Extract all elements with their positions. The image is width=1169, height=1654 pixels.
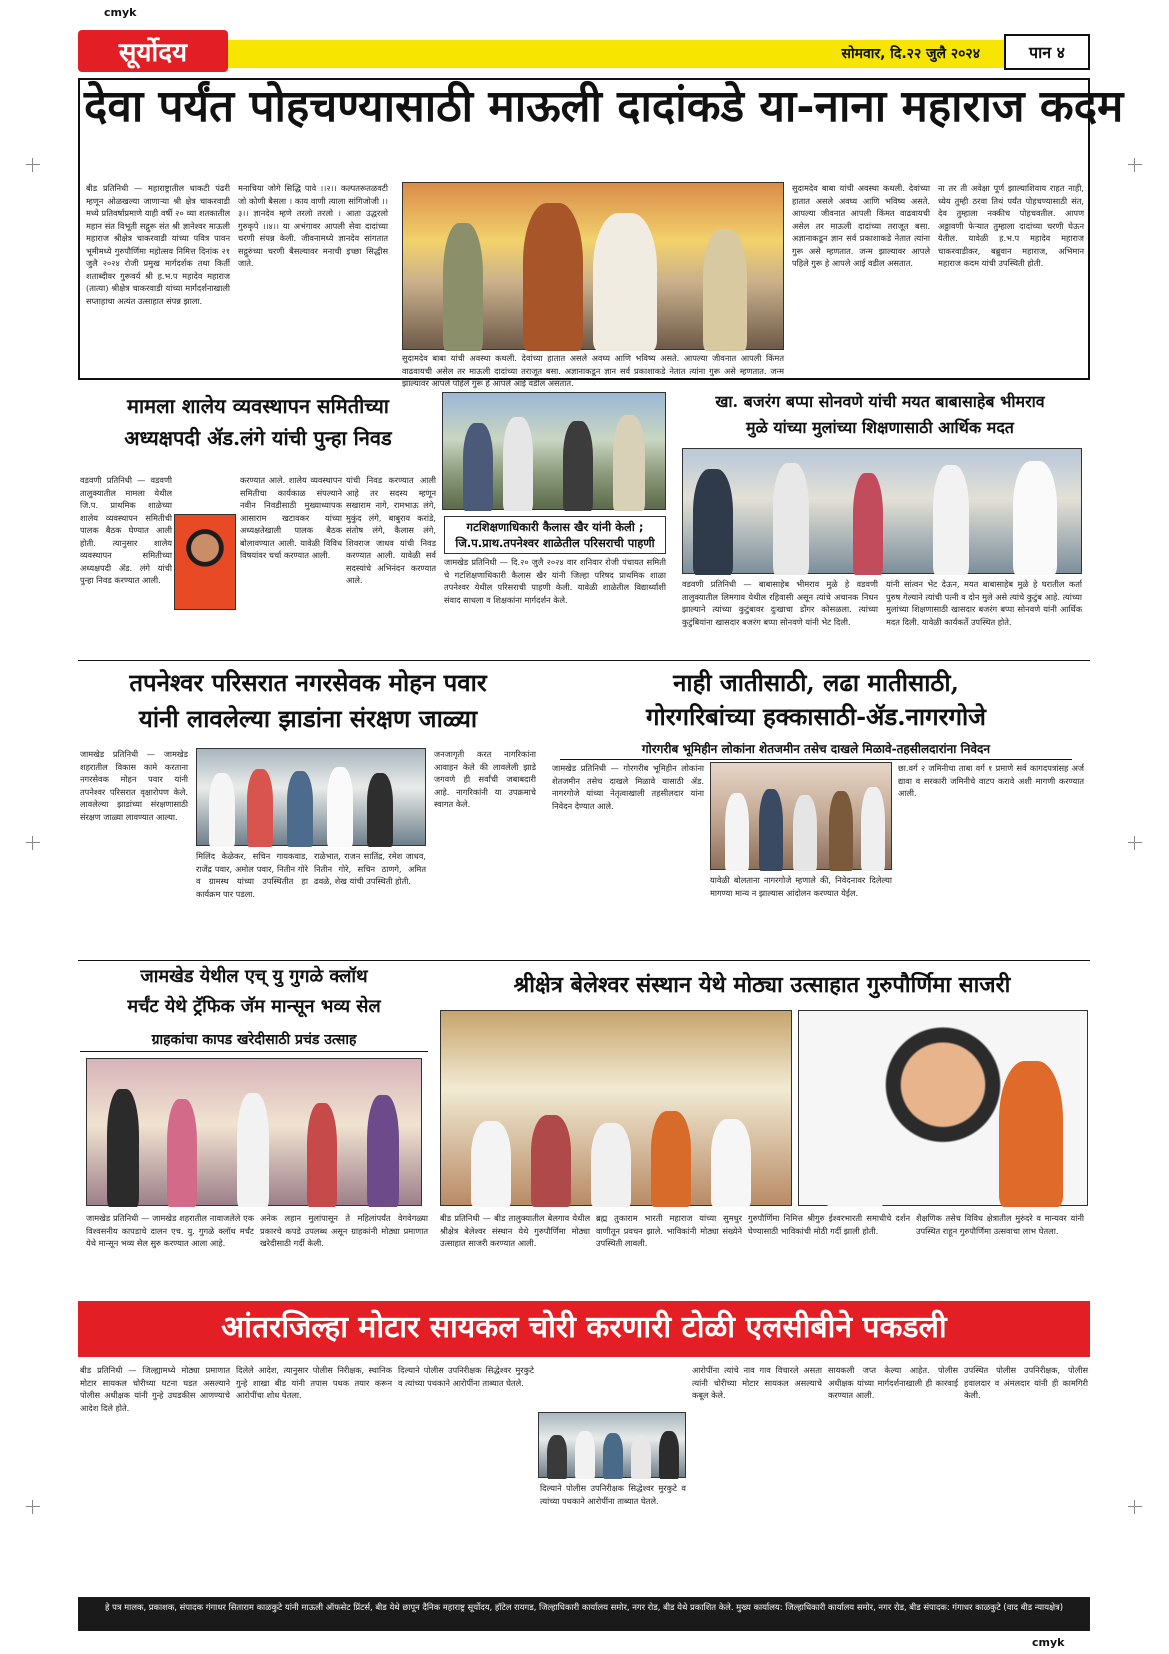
news-photo — [402, 182, 784, 350]
story-headline: जामखेड येथील एच् यु गुगळे क्लॉथ — [140, 966, 368, 987]
article-text: जामखेड प्रतिनिधी — गोरगरीब भूमिहीन लोकांना शेतजमीन तसेच दाखले मिळावे यासाठी ॲड. नागरगोजे यांच्या नेतृत्वाखाली तहसीलदार यांना निवेदन देण्यात आले. — [552, 763, 704, 811]
article-text: यांची निवड करण्यात आली आहे तर सदस्य म्हणून सखाराम नागे, रामभाऊ लंगे, मुकुंद लंगे, बाबुराव करांडे, संतोष लंगे, कैलास लंगे, शिवराज जाधव यांची निवड करण्यात आली. यावेळी सर्व सदस्यांचे अभिनंदन करण्यात आले. — [346, 475, 436, 585]
article-text: ब्रह्म तुकाराम भारती महाराज यांच्या सुमधुर वाणीतून प्रवचन झाले. भाविकांनी मोठ्या संख्येने उपस्थिती लावली. — [596, 1213, 742, 1248]
article-text: मनाचिया जोगे सिद्धि पावे ।।२।। कल्पतरूतळवटी जो कोणी बैसला । काय वाणी त्याला सांगिजोजी ।।३।। ज्ञानदेव म्हणे तरलो तरलो । आता उद्धरलो गुरुकृपे ।।४।। या अभंगावर आपली सेवा दादांच्या चरणी संपन्न केली. जीवनामध्ये ज्ञानदेव सांगतात सद्गुरुंच्या चरणी बैसल्यावर मनाची इच्छा सिद्धीस जाते. — [238, 183, 388, 268]
news-photo — [682, 448, 1082, 574]
article-text: बीड प्रतिनिधी — बीड तालुक्यातील बेलगाव येथील श्रीक्षेत्र बेलेश्वर संस्थान येथे गुरुपौर्णिमा मोठ्या उत्साहात साजरी करण्यात आली. — [440, 1213, 590, 1248]
page-number: पान ४ — [1004, 34, 1090, 70]
issue-date: सोमवार, दि.२२ जुलै २०२४ — [841, 46, 980, 62]
article-text: छा.वर्ग २ जमिनीचा ताबा वर्ग १ प्रमाणे सर्व कागदपत्रांसह अर्ज द्यावा व सरकारी जमिनीचे वाटप करावे अशी मागणी करण्यात आली. — [898, 763, 1084, 798]
article-text: वडवणी प्रतिनिधी — बाबासाहेब भीमराव मुळे हे वडवणी तालुक्यातील लिमगाव येथील रहिवासी असून त्यांचे अचानक निधन झाल्याने त्यांच्या कुटुंबावर दुःखाचा डोंगर कोसळला. त्यांच्या कुटुंबियांना खासदार बजरंग बप्पा सोनवणे यांनी भेट दिली. — [682, 579, 878, 627]
article-text: उपस्थित पोलीस उपनिरीक्षक, पोलीस हवालदार व अंमलदार यांनी ही कामगिरी केली. — [964, 1365, 1088, 1400]
story-headline: अध्यक्षपदी ॲड.लंगे यांची पुन्हा निवड — [124, 426, 392, 450]
article-text: राळेभात, राजन सातिंद्र, रमेश जाधव, नितीन गोरे, सचिन ठाणगे, अमित ढवळे, शेख यांची उपस्थिती होती. — [314, 851, 426, 886]
story-headline: तपनेश्वर परिसरात नगरसेवक मोहन पवार — [129, 668, 487, 697]
article-text: यांनी सांत्वन भेट देऊन, मयत बाबासाहेब मुळे हे घरातील कर्ता पुरुष गेल्याने त्यांची पत्नी व दोन मुले असे त्यांचे कुटुंब आहे. त्यांच्या मुलांच्या शिक्षणासाठी खासदार बजरंग बप्पा सोनवणे यांनी आर्थिक मदत दिली. यावेळी कार्यकर्ते उपस्थित होते. — [886, 579, 1082, 627]
article-text: ना तर ती अवेक्षा पूर्ण झाल्याशिवाय राहत नाही, ध्येय तुम्ही ठरवा तिथं पर्यंत पोहचण्यासाठी संत, देव तुम्हाला नक्कीच पोहचवतील. आपण अठ्ठावणी फेऱ्यात तुम्हाला दादांच्या चरणी घेऊन येतील. यावेळी ह.भ.प महादेव महाराज चाकरवाडीकर, बब्रुवान महाराज, अभिमान महाराज कदम यांची उपस्थिती होती. — [938, 183, 1084, 268]
crop-mark — [1128, 1500, 1142, 1514]
story-headline: मर्चंट येथे ट्रॅफिक जॅम मान्सून भव्य सेल — [127, 996, 381, 1017]
article-text: जामखेड प्रतिनिधी — जामखेड शहरातील नावाजलेले एक विश्वसनीय कापडाचे दालन एच. यु. गुगळे क्लॉथ मर्चंट येथे मान्सून भव्य सेल सुरु करण्यात आला आहे. — [86, 1213, 254, 1248]
story-headline: देवा पर्यंत पोहचण्यासाठी माऊली दादांकडे या-नाना महाराज कदम — [84, 81, 1124, 132]
masthead — [78, 30, 1090, 72]
news-photo — [538, 1412, 686, 1478]
article-text: जामखेड प्रतिनिधी — दि.२० जुलै २०२४ वार शनिवार रोजी पंचायत समिती चे गटशिक्षणाधिकारी कैलास खैर यांनी जिल्हा परिषद प्राथमिक शाळा तपनेश्वर येथील परिसराची पाहणी केली. यावेळी शाळेतील विद्यार्थ्यांशी संवाद साधला व शिक्षकांना मार्गदर्शन केले. — [444, 557, 666, 605]
article-text: जनजागृती करत नागरिकांना आवाहन केले की लावलेली झाडे जगवणे ही सर्वांची जबाबदारी आहे. नागरिकांनी या उपक्रमाचे स्वागत केले. — [434, 749, 536, 809]
story-headline: आंतरजिल्हा मोटार सायकल चोरी करणारी टोळी एलसीबीने पकडली — [221, 1310, 947, 1345]
news-photo — [196, 748, 426, 846]
article-text: करण्यात आले. शालेय व्यवस्थापन समितीचा कार्यकाळ संपल्याने नवीन निवडीसाठी मुख्याध्यापक आसाराम खटावकर यांच्या अध्यक्षतेखाली पालक बैठक बोलावण्यात आली. यावेळी विविध विषयांवर चर्चा करण्यात आली. — [240, 475, 342, 560]
article-text: गुरुपौर्णिमा निमित्त श्रीगुरु ईश्वरभारती समाधीचे दर्शन घेण्यासाठी भाविकांची मोठी गर्दी झाली होती. — [748, 1213, 910, 1236]
portrait-photo — [174, 514, 236, 610]
newspaper-logo: सूर्योदय — [78, 30, 228, 72]
news-photo — [86, 1058, 422, 1206]
section-rule — [78, 660, 1090, 661]
story-headline: श्रीक्षेत्र बेलेश्वर संस्थान येथे मोठ्या उत्साहात गुरुपौर्णिमा साजरी — [513, 972, 1011, 998]
photo-caption — [444, 516, 666, 554]
news-photo — [440, 1010, 792, 1206]
story-headline: खा. बजरंग बप्पा सोनवणे यांची मयत बाबासाहेब भीमराव — [715, 392, 1045, 411]
caption-line: जि.प.प्राथ.तपनेश्वर शाळेतील परिसराची पाहणी — [455, 536, 655, 550]
story-subheadline: ग्राहकांचा कापड खरेदीसाठी प्रचंड उत्साह — [80, 1030, 428, 1052]
story-subheadline: गोरगरीब भूमिहीन लोकांना शेतजमीन तसेच दाखले मिळावे-तहसीलदारांना निवेदन — [560, 740, 1072, 760]
imprint-footer: हे पत्र मालक, प्रकाशक, संपादक गंगाधर सिताराम काळकुटे यांनी माऊली ऑफसेट प्रिंटर्स, बीड येथे छापून दैनिक महाराष्ट्र सूर्योदय, हॉटेल रायगड, जिल्हाधिकारी कार्यालय समोर, नगर रोड, बीड येथे प्रकाशित केले. मुख्य कार्यालय: जिल्हाधिकारी कार्यालय समोर, नगर रोड, बीड संपादक: गंगाधर काळकुटे (वाद बीड न्यायक्षेत्र) — [78, 1597, 1090, 1631]
news-photo — [798, 1010, 1088, 1206]
section-rule — [78, 960, 1090, 961]
news-photo — [442, 392, 666, 510]
cmyk-print-mark: cmyk — [104, 6, 137, 19]
article-text: अनेक लहान मुलांपासून ते महिलांपर्यंत वेगवेगळ्या प्रकारचे कपडे उपलब्ध असून ग्राहकांनी मोठ्या प्रमाणात खरेदीसाठी गर्दी केली. — [260, 1213, 428, 1248]
cmyk-print-mark: cmyk — [1032, 1636, 1065, 1649]
article-text: मिलिंद केळेकर, सचिन गायकवाड, राजेंद्र पवार, अमोल पवार, नितीन गोरे व ग्रामस्थ यांच्या उपस्थितीत हा कार्यक्रम पार पडला. — [196, 851, 308, 899]
article-text: सुदामदेव बाबा यांची अवस्था कथली. देवांच्या हातात असले अवघ्य आणि भविष्य असते. आपल्या जीवनात आपली किंमत वाढवायची असेल तर माऊली दादांच्या तराजूत बसा. अज्ञानाकडून ज्ञान सर्व प्रकाशाकडे नेतात त्यांना गुरू असे म्हणतात. जन्म झाल्यावर आपले पहिले गुरू हे आपले आई वडील असतात. — [792, 183, 930, 268]
story-headline: मुळे यांच्या मुलांच्या शिक्षणासाठी आर्थिक मदत — [746, 418, 1014, 437]
story-headline: नाही जातीसाठी, लढा मातीसाठी, — [673, 668, 959, 697]
crop-mark — [26, 836, 40, 850]
crop-mark — [1128, 836, 1142, 850]
crop-mark — [26, 158, 40, 172]
story-headline: मामला शालेय व्यवस्थापन समितीच्या — [127, 394, 389, 418]
article-text: दिलेले आदेश, त्यानुसार पोलीस निरीक्षक, स्थानिक गुन्हे शाखा बीड यांनी तपास पथक तयार करून आरोपींचा शोध घेतला. — [236, 1365, 392, 1400]
article-text: यावेळी बोलताना नागरगोजे म्हणाले की, निवेदनावर दिलेल्या मागण्या मान्य न झाल्यास आंदोलन करण्यात येईल. — [710, 875, 892, 898]
article-text: दिल्याने पोलीस उपनिरीक्षक सिद्धेश्वर मुरकुटे व त्यांच्या पथकाने आरोपींना ताब्यात घेतले. — [540, 1483, 686, 1506]
article-text: बीड प्रतिनिधी — जिल्ह्यामध्ये मोठ्या प्रमाणात मोटार सायकल चोरीच्या घटना घडत असल्याने पोलीस अधीक्षक यांनी गुन्हे उघडकीस आणण्याचे आदेश दिले होते. — [80, 1365, 230, 1413]
article-text: शैक्षणिक तसेच विविध क्षेत्रातील मुरुंदरे व मान्यवर यांनी उपस्थित राहून गुरुपौर्णिमा उत्सवाचा लाभ घेतला. — [916, 1213, 1084, 1236]
article-text: बीड प्रतिनिधी — महाराष्ट्रातील धाकटी पंढरी म्हणून ओळखल्या जाणाऱ्या श्री क्षेत्र चाकरवाडी मध्ये प्रतिवर्षाप्रमाणे याही वर्षी २० व्या शतकातील महान संत विभूती सद्गुरू संत श्री ज्ञानेश्वर माऊली महाराज श्रीक्षेत्र चाकरवाडी यांच्या पवित्र पावन भूमीमध्ये गुरुपौर्णिमा महोत्सव निमित्त दिनांक २१ जुलै २०२४ रोजी प्रमुख मार्गदर्शक तथा किर्ती शताब्दीवर गुरूवर्य श्री ह.भ.प महादेव महाराज (तात्या) श्रीक्षेत्र चाकरवाडी यांच्या मार्गदर्शनाखाली सप्ताहाचा अत्यंत उत्साहात संपन्न झाला. — [86, 183, 230, 306]
article-text: सायकली जप्त केल्या आहेत. पोलीस अधीक्षक यांच्या मार्गदर्शनाखाली ही कारवाई करण्यात आली. — [828, 1365, 958, 1400]
story-headline: यांनी लावलेल्या झाडांना संरक्षण जाळ्या — [138, 704, 478, 733]
story-headline: गोरगरिबांच्या हक्कासाठी-ॲड.नागरगोजे — [646, 702, 986, 731]
article-text: जामखेड प्रतिनिधी — जामखेड शहरातील विकास कामे करताना नगरसेवक मोहन पवार यांनी तपनेश्वर परिसरात वृक्षारोपण केले. लावलेल्या झाडांच्या संरक्षणासाठी संरक्षण जाळ्या लावण्यात आल्या. — [80, 749, 188, 822]
crop-mark — [1128, 158, 1142, 172]
article-text: वडवणी प्रतिनिधी — वडवणी तालुक्यातील मामला येथील जि.प. प्राथमिक शाळेच्या शालेय व्यवस्थापन समितीची पालक बैठक घेण्यात आली होती. त्यानुसार शालेय व्यवस्थापन समितीच्या अध्यक्षपदी ॲड. लंगे यांची पुन्हा निवड करण्यात आली. — [80, 475, 172, 585]
article-text: दिल्याने पोलीस उपनिरीक्षक सिद्धेश्वर मुरकुटे व त्यांच्या पथकाने आरोपींना ताब्यात घेतले. — [398, 1365, 534, 1388]
crop-mark — [26, 1500, 40, 1514]
caption-line: गटशिक्षणाधिकारी कैलास खैर यांनी केली ; — [466, 520, 644, 534]
article-text: आरोपींना त्यांचे नाव गाव विचारले असता त्यांनी चोरीच्या मोटार सायकल असल्याचे कबूल केले. — [692, 1365, 822, 1400]
article-text: सुदामदेव बाबा यांची अवस्था कथली. देवांच्या हातात असले अवघ्य आणि भविष्य असते. आपल्या जीवनात आपली किंमत वाढवायची असेल तर माऊली दादांच्या तराजूत बसा. अज्ञानाकडून ज्ञान सर्व प्रकाशाकडे नेतात त्यांना गुरू असे म्हणतात. जन्म झाल्यावर आपले पहिले गुरू हे आपले आई वडील असतात. — [402, 353, 784, 388]
news-photo — [710, 762, 892, 870]
